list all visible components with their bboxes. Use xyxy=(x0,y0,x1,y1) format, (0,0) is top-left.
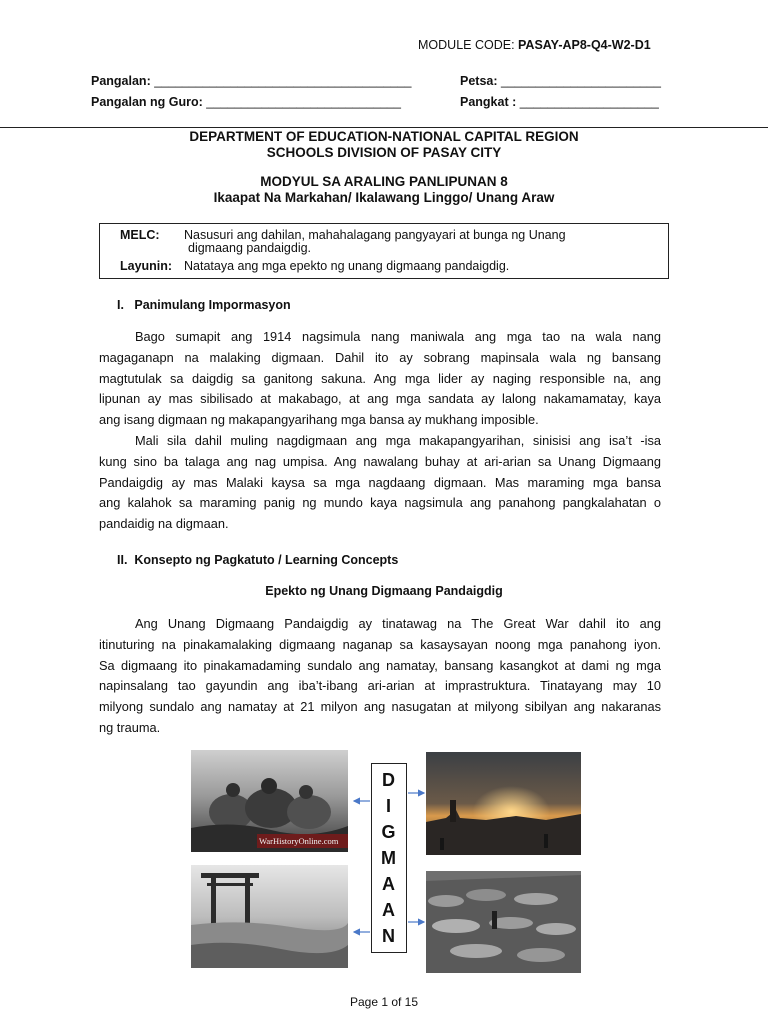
digmaan-letter: A xyxy=(382,874,396,894)
guro-label: Pangalan ng Guro: xyxy=(91,95,203,109)
digmaan-letter: D xyxy=(382,770,396,790)
paragraph-line: ang isang digmaan ng makapangyarihang mga bansa ay mukhang imposible. xyxy=(99,412,539,428)
paragraph-line: Bago sumapit ang 1914 nagsimula nang maniwala ang mga tao na wala nang xyxy=(135,329,661,344)
paragraph-line: itinuturing na pinakamalaking digmaang naganap sa kasaysayan noong mga panahong iyon. xyxy=(99,636,661,652)
paragraph-line: ng trauma. xyxy=(99,719,161,735)
section2-heading: II. Konsepto ng Pagkatuto / Learning Concepts xyxy=(117,553,399,567)
module-code-label: MODULE CODE: xyxy=(418,38,519,52)
department-line: DEPARTMENT OF EDUCATION-NATIONAL CAPITAL REGION xyxy=(189,129,579,144)
paragraph-line: milyong sundalo ang namatay at 21 milyon ang nasugatan at milyong sibilyan ang nakaranas xyxy=(99,699,661,715)
photo-watermark: WarHistoryOnline.com xyxy=(259,836,339,846)
layunin-text: Natataya ang mga epekto ng unang digmaang pandaigdig. xyxy=(184,259,510,273)
paragraph-line: magaganapn na malaking digmaan. Dahil ito ay sobrang mapinsala wala ng bansang xyxy=(99,349,661,365)
digmaan-letter: I xyxy=(385,796,392,816)
module-code-value: PASAY-AP8-Q4-W2-D1 xyxy=(518,38,651,52)
pangalan-label: Pangalan: xyxy=(91,74,151,88)
paragraph-line: kung sino ba talaga ang nag umpisa. Ang nawalang buhay at ari-arian sa Unang Digmaang xyxy=(99,453,661,469)
petsa-label: Petsa: xyxy=(460,74,498,88)
paragraph-line: Mali sila dahil muling nagdigmaan ang mga makapangyarihan, sinisisi ang isa’t -isa xyxy=(135,433,661,448)
digmaan-letter: M xyxy=(381,848,397,868)
division-line: SCHOOLS DIVISION OF PASAY CITY xyxy=(266,145,502,160)
paragraph-line: pandaidig na digmaan. xyxy=(99,516,229,532)
pangkat-label: Pangkat : xyxy=(460,95,517,109)
pangalan-line: _____________________________________ xyxy=(154,74,412,88)
layunin-label: Layunin: xyxy=(120,259,173,273)
paragraph-line: napinsalang tao gayundin ang iba’t-ibang ari-arian at imprastruktura. Tinatayang may 10 xyxy=(99,678,661,694)
module-quarter: Ikaapat Na Markahan/ Ikalawang Linggo/ Unang Araw xyxy=(213,190,555,205)
petsa-line: _______________________ xyxy=(501,74,661,88)
pangkat-line: ____________________ xyxy=(519,95,659,109)
digmaan-letter: A xyxy=(382,900,396,920)
section2-subtitle: Epekto ng Unang Digmaang Pandaigdig xyxy=(265,584,503,598)
paragraph-line: Pandaigdig ay mas Malaki kaysa sa mga nagdaang digmaan. Mas maraming mga bansa xyxy=(99,474,661,490)
module-name: MODYUL SA ARALING PANLIPUNAN 8 xyxy=(260,174,508,189)
melc-text: Nasusuri ang dahilan, mahahalagang pangyayari at bunga ng Unang xyxy=(184,228,566,242)
guro-line: ____________________________ xyxy=(206,95,401,109)
paragraph-line: magtutulak sa daigdig sa ganitong sakuna. Ang mga lider ay naging responsible na, ang xyxy=(99,370,661,386)
melc-text-cont: digmaang pandaigdig. xyxy=(188,241,312,255)
paragraph-line: ang kalahok sa maraming panig ng mundo kaya nagsimula ang panahong pangkalahatan o xyxy=(99,495,661,511)
digmaan-letter: G xyxy=(381,822,397,842)
paragraph-line: lipunan ay mas sibilisado at makabago, at ang mga sandata ay lalong nakamamatay, kaya xyxy=(99,391,661,407)
melc-label: MELC: xyxy=(120,228,160,242)
digmaan-letter: N xyxy=(382,926,396,946)
page-number: Page 1 of 15 xyxy=(349,995,419,1009)
section1-heading: I. Panimulang Impormasyon xyxy=(117,298,291,312)
paragraph-line: Ang Unang Digmaang Pandaigdig ay tinatawag na The Great War dahil ito ang xyxy=(135,616,661,631)
paragraph-line: Sa digmaang ito pinakamadaming sundalo ang namatay, bansang kasangkot at dami ng mga xyxy=(99,657,661,673)
